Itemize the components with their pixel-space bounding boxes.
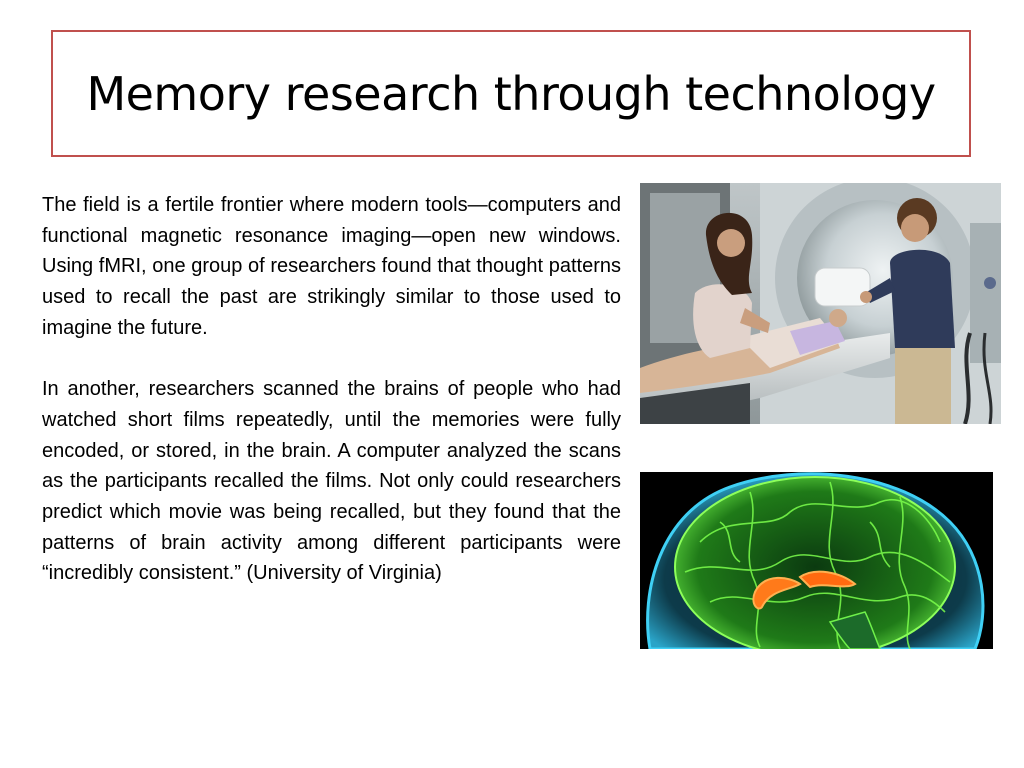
brain-scan-image xyxy=(640,472,993,649)
slide-title: Memory research through technology xyxy=(86,66,936,121)
paragraph-films: In another, researchers scanned the brains of people who had watched short films repeatedly, until the memories were fully encoded, or stored, in the brain. A computer analyzed the scans as the participants recalled the films. Not only could researchers predict which movie was being recalled, but they found that the patterns of brain activity among different participants were “incredibly consistent.” (University of Virginia) xyxy=(42,378,621,585)
title-box xyxy=(51,30,971,157)
paragraph-fmri: The field is a fertile frontier where modern tools—computers and functional magnetic resonance imaging—open new windows. Using fMRI, one group of researchers found that thought patterns used to recall the past are strikingly similar to those used to imagine the future. xyxy=(42,194,621,339)
mri-scanner-photo xyxy=(640,183,1001,424)
body-text xyxy=(42,190,621,620)
